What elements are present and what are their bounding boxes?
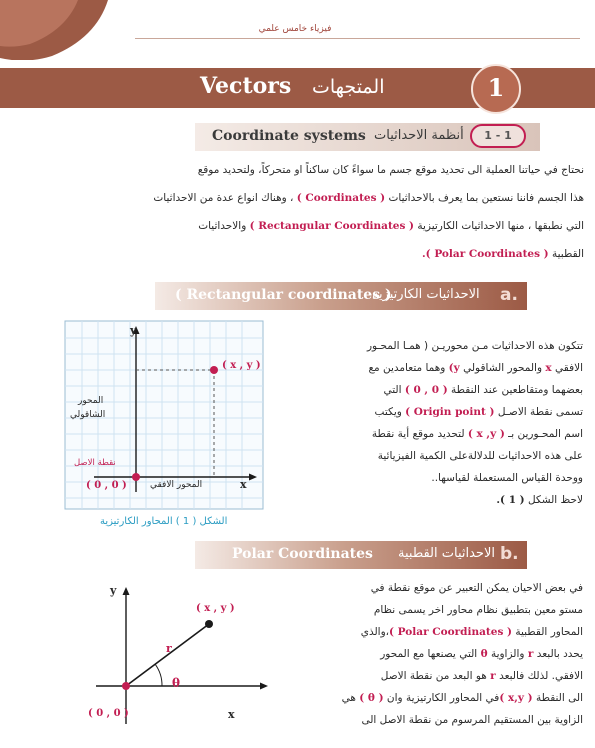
running-header: فيزياء خامس علمي: [258, 24, 332, 34]
section-title-ar: أنظمة الاحداثيات: [374, 128, 464, 143]
fig1-point-label: ( x , y ): [222, 360, 261, 371]
subsection-a-title-en: ( Rectangular coordinates ): [175, 287, 392, 303]
fig2-r-label: r: [166, 642, 172, 655]
subsection-b-title-en: Polar Coordinates: [232, 546, 373, 562]
fig1-y-axis-label: y: [130, 324, 137, 337]
para-a-line-5: اسم المحـورين بـ ( x ,y ) لتحديد موقع أية نقطة: [371, 428, 583, 440]
para-a-line-6: على هذه الاحداثيات للدلالةعلى الكمية الفيزيائية: [377, 450, 583, 462]
figure-1-caption: الشكل ( 1 ) المحاور الكارتيزية: [100, 516, 228, 527]
subsection-b-letter: b.: [500, 544, 519, 564]
fig2-theta-label: θ: [172, 676, 181, 690]
para-b-line-3: المحاور القطبية ( Polar Coordinates )،والذي: [360, 626, 583, 638]
fig1-vertical-axis-label-2: الشاقولي: [70, 410, 106, 420]
para-b-line-5: الافقي. لذلك فالبعد r هو البعد من نقطة الاصل: [380, 670, 583, 682]
fig2-y-axis-label: y: [110, 584, 117, 597]
para-a-line-3: بعضهما ومتقاطعين عند النقطة ( 0 , 0 ) التي: [383, 384, 583, 396]
para-a-line-7: ووحدة القياس المستعملة لقياسها..: [431, 472, 583, 484]
subsection-a-letter: a.: [500, 285, 518, 305]
chapter-title-ar: المتجهات: [312, 76, 385, 98]
para-b-line-7: الزاوية بين المستقيم المرسوم من نقطة الاصل الى: [361, 714, 583, 726]
intro-line-2: هذا الجسم فاننا نستعين بما يعرف بالاحداثيات ( Coordinates ) ، وهناك انواع عدة من الاحداثيات: [153, 192, 584, 204]
para-a-line-4: تسمى نقطة الاصـل ( Origin point ) ويكتب: [374, 406, 583, 418]
page-corner-decoration: [0, 0, 110, 60]
subsection-a-title-ar: الاحداثيات الكارتيزية: [372, 287, 480, 302]
fig2-origin-label: ( 0 , 0 ): [88, 708, 129, 719]
fig1-origin-label: ( 0 , 0 ): [86, 480, 127, 491]
intro-line-1: نحتاج في حياتنا العملية الى تحديد موقع جسم ما سواءً كان ساكناً او متحركاً، ولتحديد موقع: [197, 164, 584, 176]
section-title-en: Coordinate systems: [212, 128, 366, 144]
subsection-b-title-ar: الاحداثيات القطبية: [398, 546, 495, 561]
fig1-x-axis-label: x: [240, 478, 247, 491]
para-b-line-4: يحدد بالبعد r والزاوية θ التي يصنعها مع المحور: [380, 648, 583, 660]
para-a-line-8: لاحظ الشكل ( 1 ).: [496, 494, 583, 506]
header-rule: [135, 38, 580, 39]
figure-2-polar-axes: [76, 576, 271, 748]
fig1-origin-point-label: نقطة الاصل: [74, 458, 116, 468]
para-a-line-2: الافقي x والمحور الشاقولي y) وهما متعامدين مع: [368, 362, 583, 374]
para-b-line-1: في بعض الاحيان يمكن التعبير عن موقع نقطة في: [370, 582, 583, 594]
section-number: 1 - 1: [470, 124, 526, 148]
intro-line-4: القطبية ( Polar Coordinates ).: [422, 248, 584, 260]
chapter-title-en: Vectors: [200, 73, 292, 99]
para-b-line-2: مستو معين بتطبيق نظام محاور اخر يسمى نظام: [373, 604, 583, 616]
chapter-number: 1: [487, 73, 505, 102]
para-a-line-1: تتكون هذه الاحداثيات مـن محوريـن ( همـا المحـور: [366, 340, 583, 352]
fig1-vertical-axis-label-1: المحور: [78, 396, 104, 406]
fig1-horizontal-axis-label: المحور الافقي: [150, 480, 203, 490]
fig2-point-label: ( x , y ): [196, 603, 235, 614]
para-b-line-6: الى النقطة ( x,y )في المحاور الكارتيزية وان ( θ ) هي: [341, 692, 583, 704]
intro-line-3: التي نطبقها ، منها الاحداثيات الكارتيزية ( Rectangular Coordinates ) والاحداثيات: [198, 220, 584, 232]
fig2-x-axis-label: x: [228, 708, 235, 721]
